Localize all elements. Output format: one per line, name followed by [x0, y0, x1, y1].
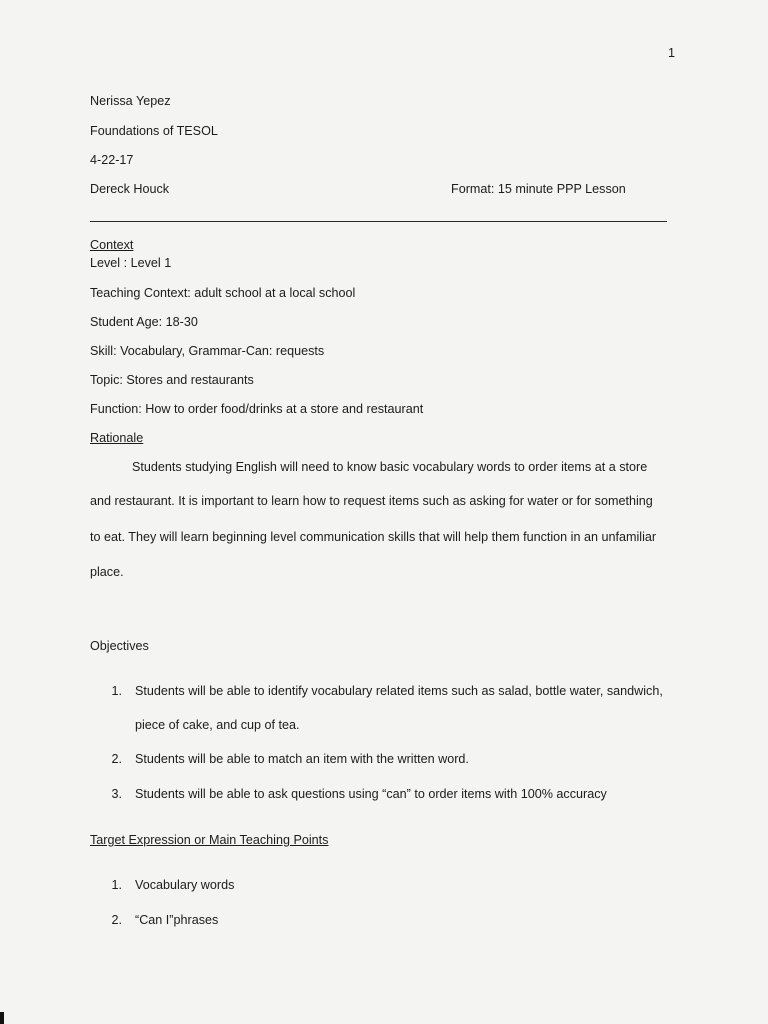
- objective-number: 3.: [111, 787, 122, 801]
- rationale-line: Students studying English will need to know basic vocabulary words to order items at a store: [132, 460, 648, 474]
- context-topic: Topic: Stores and restaurants: [90, 373, 254, 387]
- objective-text: Students will be able to match an item with the written word.: [135, 752, 469, 766]
- date: 4-22-17: [90, 153, 134, 167]
- objective-text: Students will be able to ask questions using “can” to order items with 100% accuracy: [135, 787, 607, 801]
- target-number: 2.: [111, 913, 122, 927]
- context-heading: Context: [90, 238, 134, 252]
- target-number: 1.: [111, 878, 122, 892]
- header-divider: [90, 221, 667, 222]
- page-number: 1: [668, 46, 676, 60]
- rationale-line: to eat. They will learn beginning level communication skills that will help them function in an unfamiliar: [90, 530, 657, 544]
- author-name: Nerissa Yepez: [90, 94, 171, 108]
- target-text: “Can I”phrases: [135, 913, 219, 927]
- rationale-line: and restaurant. It is important to learn how to request items such as asking for water or for something: [90, 494, 653, 508]
- context-student-age: Student Age: 18-30: [90, 315, 198, 329]
- context-function: Function: How to order food/drinks at a store and restaurant: [90, 402, 424, 416]
- context-skill: Skill: Vocabulary, Grammar-Can: requests: [90, 344, 325, 358]
- context-level: Level : Level 1: [90, 256, 172, 270]
- instructor-name: Dereck Houck: [90, 182, 170, 196]
- objective-text: piece of cake, and cup of tea.: [135, 718, 300, 732]
- objective-number: 1.: [111, 684, 122, 698]
- rationale-heading: Rationale: [90, 431, 144, 445]
- objective-text: Students will be able to identify vocabulary related items such as salad, bottle water, sandwich,: [135, 684, 663, 698]
- target-text: Vocabulary words: [135, 878, 235, 892]
- scan-edge-mark: [0, 1012, 4, 1024]
- course-name: Foundations of TESOL: [90, 124, 218, 138]
- rationale-line: place.: [90, 565, 124, 579]
- objectives-heading: Objectives: [90, 639, 149, 653]
- context-teaching: Teaching Context: adult school at a local school: [90, 286, 356, 300]
- objective-number: 2.: [111, 752, 122, 766]
- lesson-format: Format: 15 minute PPP Lesson: [451, 182, 626, 196]
- target-heading: Target Expression or Main Teaching Points: [90, 833, 329, 847]
